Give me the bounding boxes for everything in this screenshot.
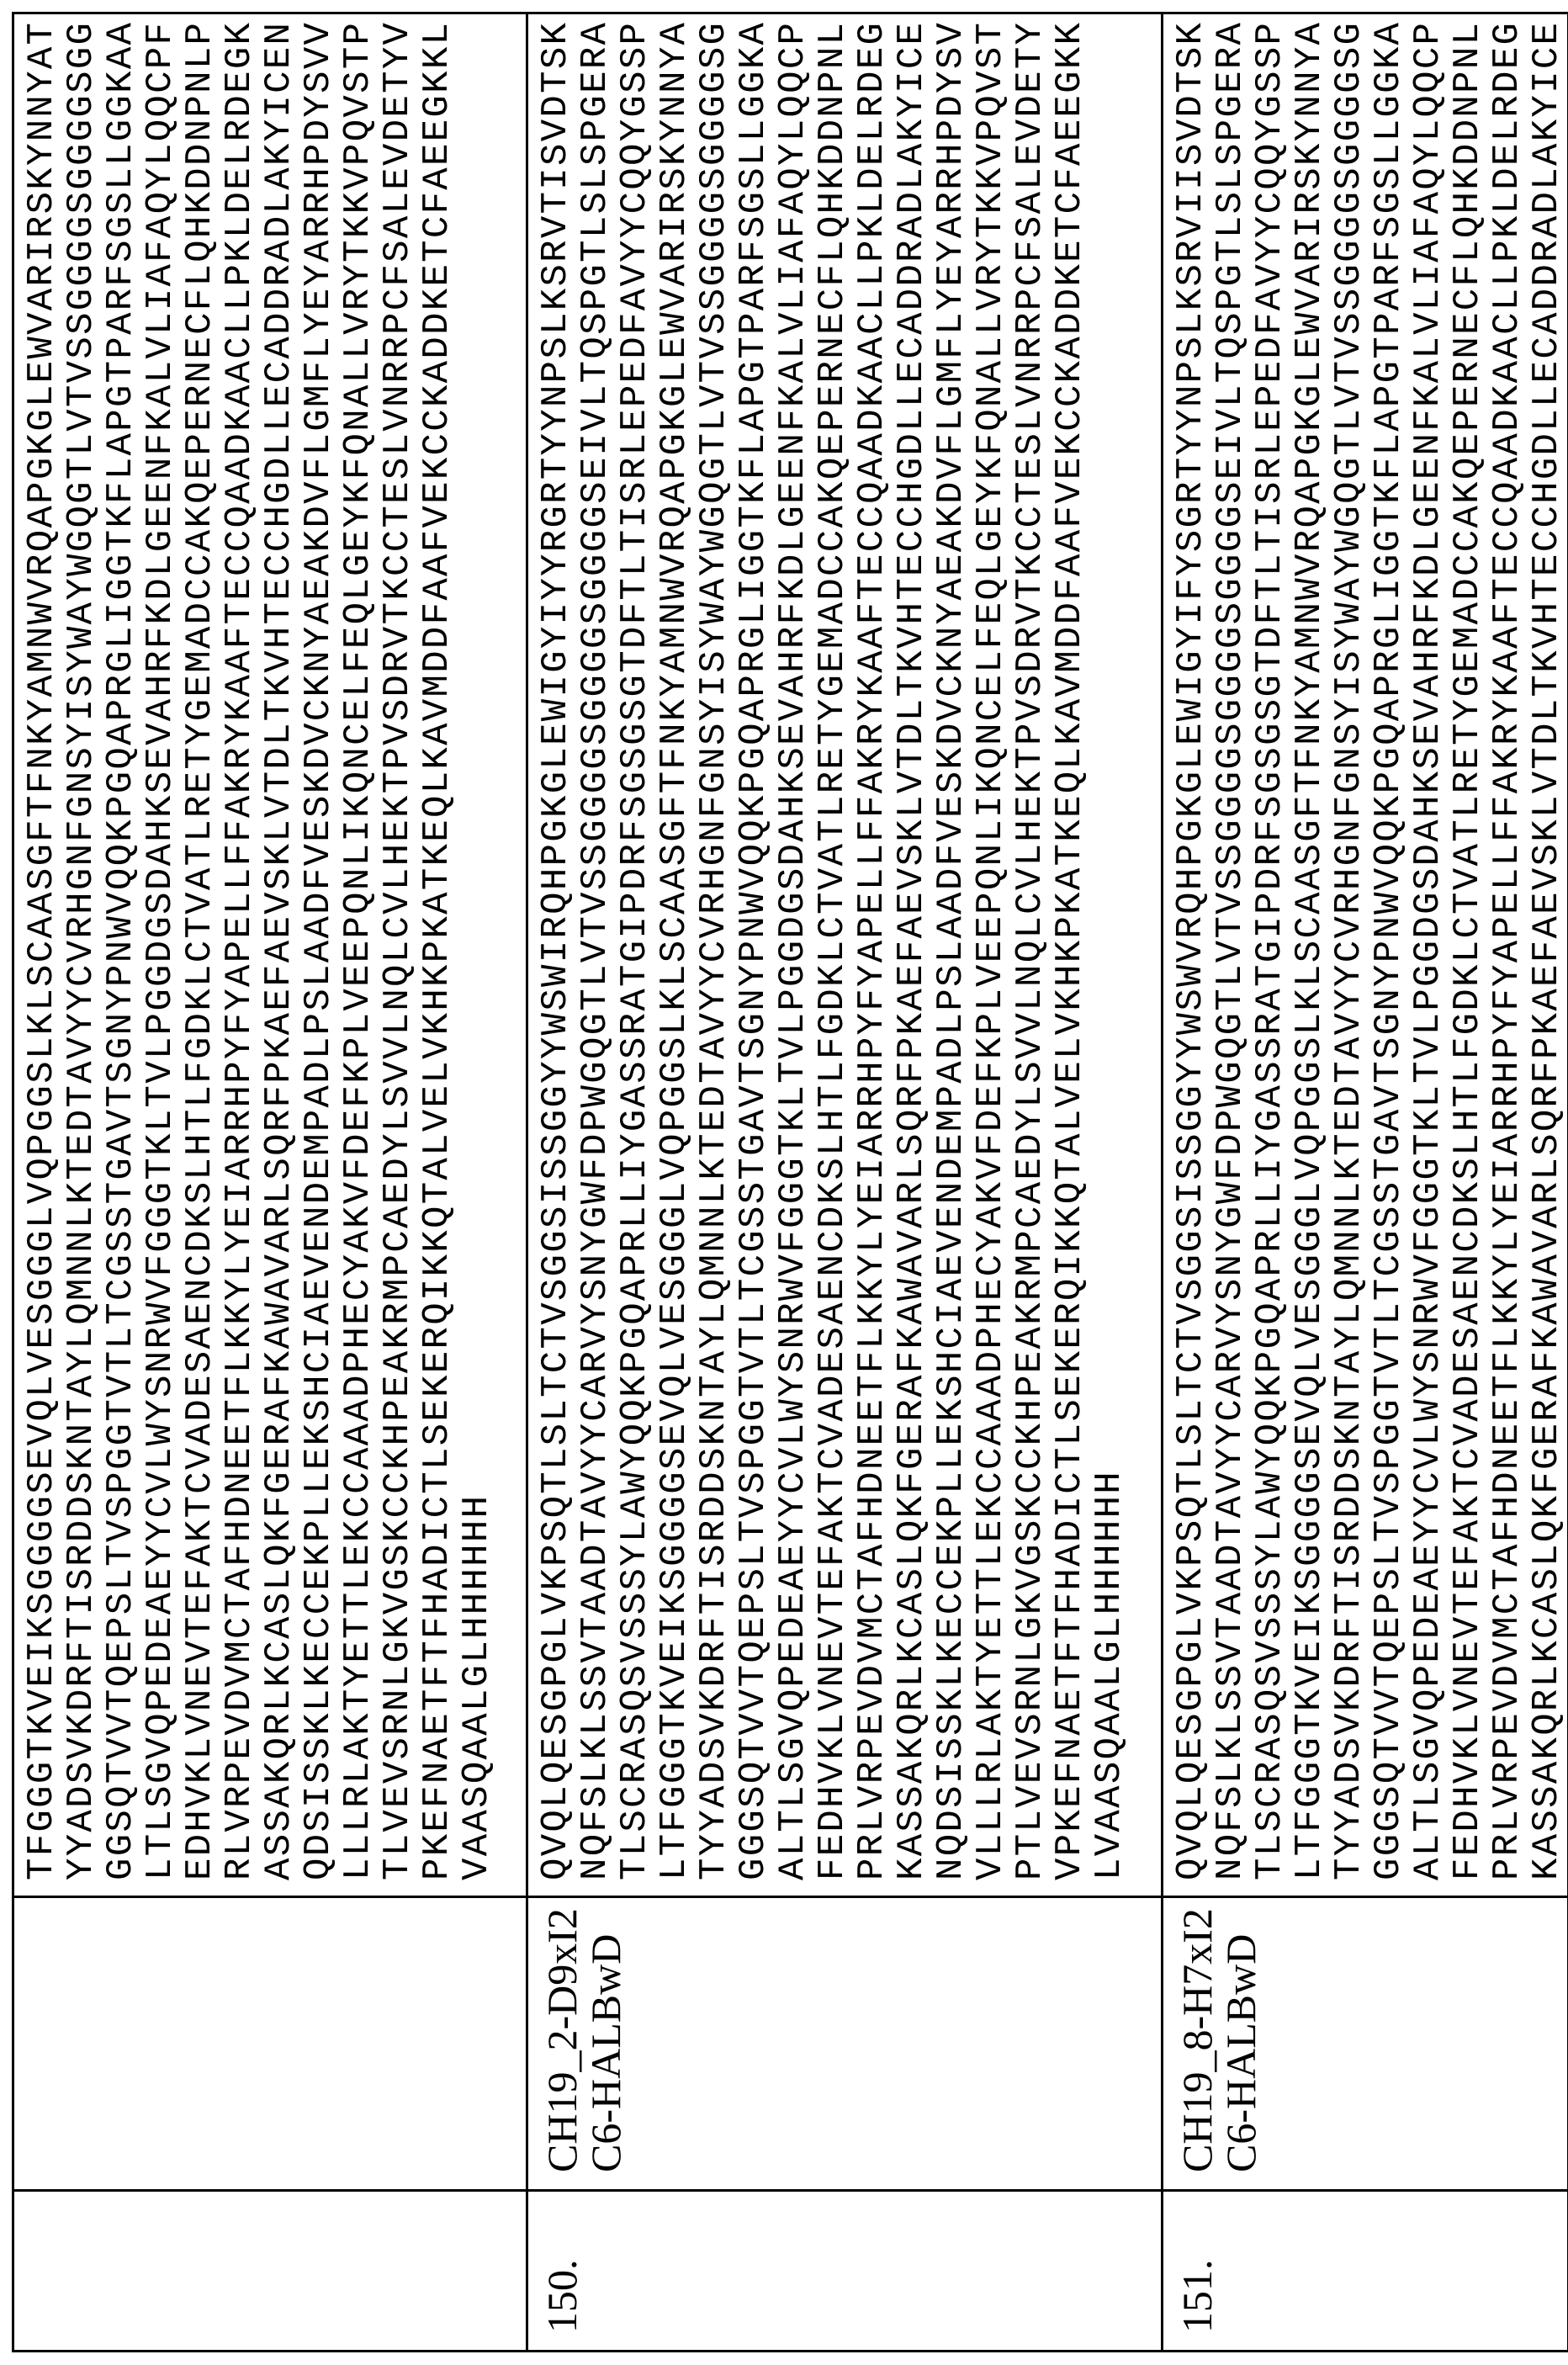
sequence-line: ALTLSGVQPEDEAEYYCVLWYSNRWVFGGGTKLTVLPGGDGSDAHKSEVAHRFKDLGEENFKALVLIAFAQYLQQCP	[774, 14, 813, 1880]
sequence-number-cell	[13, 2191, 527, 2352]
sequence-line: TFGGGTKVEIKSGGGGSEVQLVESGGGLVQPGGSLKLSCAASGFTFNKYAMNWVRQAPGKGLEWVARIRSKYNNYAT	[23, 14, 62, 1880]
rotated-document-page	[0, 0, 1568, 2365]
sequence-line: FEDHVKLVNEVTEFAKTCVADESAENCDKSLHTLFGDKLCTVATLRETYGEMADCCAKQEPERNECFLQHKDDNPNL	[1449, 14, 1488, 1880]
sequence-line: GGSQTVVTQEPSLTVSPGGTVTLTCGSSTGAVTSGNYPNWVQQKPGQAPRGLIGGTKFLAPGTPARFSGSLLGGKAA	[102, 14, 141, 1880]
construct-name: CH19_2-D9xI2C6-HALBwD	[528, 1898, 628, 2189]
sequence-line: LTLSGVQPEDEAEYYCVLWYSNRWVFGGGTKLTVLPGGDGSDAHKSEVAHRFKDLGEENFKALVLIAFAQYLQQCPF	[141, 14, 181, 1880]
sequence-line: RLVRPEVDVMCTAFHDNEETFLKKYLYEIARRHPYFYAPELLFFAKRYKAAFTECCQAADKAACLLPKLDELRDEGK	[220, 14, 260, 1880]
sequence-number-cell	[527, 2191, 1163, 2352]
sequence-line: TYYADSVKDRFTISRDDSKNTAYLQMNNLKTEDTAVYYCVRHGNFGNSYISYWAYWGQGTLVTVSSGGGGSGGGGSG	[1330, 14, 1369, 1880]
sequence-line: PRLVRPEVDVMCTAFHDNEETFLKKYLYEIARRHPYFYAPELLFFAKRYKAAFTECCQAADKAACLLPKLDELRDEG	[1488, 14, 1528, 1880]
sequence-text	[528, 14, 1130, 1896]
sequence-line: YYADSVKDRFTISRDDSKNTAYLQMNNLKTEDTAVYYCVRHGNFGNSYISYWAYWGQGTLVTVSSGGGGSGGGGSGG	[62, 14, 102, 1880]
sequence-line: NQDSISSKLKECCEKPLLEKSHCIAEVENDEMPADLPSLAADFVESKDVCKNYAEAKDVFLGMFLYEYARRHPDYSV	[932, 14, 972, 1880]
sequence-number: 151.	[1163, 2192, 1219, 2350]
sequence-number: 150.	[528, 2192, 584, 2350]
sequence-table	[12, 12, 1568, 2352]
sequence-line: GGGSQTVVTQEPSLTVSPGGTVTLTCGSSTGAVTSGNYPNWVQQKPGQAPRGLIGGTKFLAPGTPARFSGSLLGGKA	[1369, 14, 1409, 1880]
sequence-line: VAASQAALGLHHHHHH	[458, 14, 497, 1880]
sequence-line: LTFGGGTKVEIKSGGGGSEVQLVESGGGLVQPGGSLKLSCAASGFTFNKYAMNWVRQAPGKGLEWVARIRSKYNNYA	[655, 14, 695, 1880]
sequence-line: PRLVRPEVDVMCTAFHDNEETFLKKYLYEIARRHPYFYAPELLFFAKRYKAAFTECCQAADKAACLLPKLDELRDEG	[853, 14, 893, 1880]
sequence-line: QDSISSKLKECCEKPLLEKSHCIAEVENDEMPADLPSLAADFVESKDVCKNYAEAKDVFLGMFLYEYARRHPDYSVV	[299, 14, 339, 1880]
sequence-text	[14, 14, 497, 1896]
construct-name: CH19_8-H7xI2C6-HALBwD	[1163, 1898, 1263, 2189]
sequence-cell	[527, 13, 1163, 1897]
sequence-line: ASSAKQRLKCASLQKFGERAFKAWAVARLSQRFPKAEFAEVSKLVTDLTKVHTECCHGDLLECADDRADLAKYICEN	[260, 14, 299, 1880]
construct-name-cell	[527, 1897, 1163, 2191]
sequence-line: PTLVEVSRNLGKVGSKCCKHPEAKRMPCAEDYLSVVLNQLCVLHEKTPVSDRVTKCCTESLVNRRPCFSALEVDETY	[1011, 14, 1051, 1880]
construct-name-cell	[13, 1897, 527, 2191]
sequence-number-cell	[1163, 2191, 1568, 2352]
sequence-line: QVQLQESGPGLVKPSQTLSLTCTVSGGSISSGGYYWSWIRQHPGKGLEWIGYIYYRGRTYYNPSLKSRVTISVDTSK	[537, 14, 576, 1880]
sequence-line: PKEFNAETFTFHADICTLSEKERQIKKQTALVELVKHKPKATKEQLKAVMDDFAAFVEKCCKADDKETCFAEEGKKL	[418, 14, 458, 1880]
table-row	[527, 13, 1163, 2352]
sequence-line: FEDHVKLVNEVTEFAKTCVADESAENCDKSLHTLFGDKLCTVATLRETYGEMADCCAKQEPERNECFLQHKDDNPNL	[813, 14, 853, 1880]
sequence-line: EDHVKLVNEVTEFAKTCVADESAENCDKSLHTLFGDKLCTVATLRETYGEMADCCAKQEPERNECFLQHKDDNPNLP	[181, 14, 220, 1880]
sequence-line: LLLRLAKTYETTLEKCCAAADPHECYAKVFDEFKPLVEEPQNLIKQNCELFEQLGEYKFQNALLVRYTKKVPQVSTP	[339, 14, 379, 1880]
table-row	[1163, 13, 1568, 2352]
sequence-line: TLVEVSRNLGKVGSKCCKHPEAKRMPCAEDYLSVVLNQLCVLHEKTPVSDRVTKCCTESLVNRRPCFSALEVDETYV	[379, 14, 418, 1880]
sequence-line: TYYADSVKDRFTISRDDSKNTAYLQMNNLKTEDTAVYYCVRHGNFGNSYISYWAYWGQGTLVTVSSGGGGSGGGGSG	[695, 14, 734, 1880]
sequence-line: VPKEFNAETFTFHADICTLSEKERQIKKQTALVELVKHKPKATKEQLKAVMDDFAAFVEKCCKADDKETCFAEEGKK	[1051, 14, 1090, 1880]
sequence-line: NQFSLKLSSVTAADTAVYYCARVYSNYGWFDPWGQGTLVTVSSGGGGSGGGGSGGGGSEIVLTQSPGTLSLSPGERA	[1211, 14, 1251, 1880]
sequence-text	[1163, 14, 1567, 1896]
sequence-line: LVAASQAALGLHHHHHH	[1090, 14, 1130, 1880]
sequence-line: VLLLRLAKTYETTLEKCCAAADPHECYAKVFDEFKPLVEEPQNLIKQNCELFEQLGEYKFQNALLVRYTKKVPQVST	[972, 14, 1011, 1880]
sequence-line: KASSAKQRLKCASLQKFGERAFKAWAVARLSQRFPKAEFAEVSKLVTDLTKVHTECCHGDLLECADDRADLAKYICE	[893, 14, 932, 1880]
sequence-line: LTFGGGTKVEIKSGGGGSEVQLVESGGGLVQPGGSLKLSCAASGFTFNKYAMNWVRQAPGKGLEWVARIRSKYNNYA	[1290, 14, 1330, 1880]
table-row	[13, 13, 527, 2352]
sequence-line: NQFSLKLSSVTAADTAVYYCARVYSNYGWFDPWGQGTLVTVSSGGGGSGGGGSGGGGSEIVLTQSPGTLSLSPGERA	[576, 14, 616, 1880]
sequence-line: QVQLQESGPGLVKPSQTLSLTCTVSGGSISSGGYYWSWVRQHPGKGLEWIGYIFYSGRTYYNPSLKSRVIISVDTSK	[1172, 14, 1211, 1880]
sequence-cell	[1163, 13, 1568, 1897]
sequence-line: ALTLSGVQPEDEAEYYCVLWYSNRWVFGGGTKLTVLPGGDGSDAHKSEVAHRFKDLGEENFKALVLIAFAQYLQQCP	[1409, 14, 1449, 1880]
sequence-number	[14, 2192, 26, 2350]
sequence-line: TLSCRASQSVSSSYLAWYQQKPGQAPRLLIYGASSRATGIPDRFSGSGSGTDFTLTISRLEPEDFAVYYCQQYGSSP	[616, 14, 655, 1880]
construct-name	[14, 1898, 26, 2189]
construct-name-cell	[1163, 1897, 1568, 2191]
sequence-line: GGGSQTVVTQEPSLTVSPGGTVTLTCGSSTGAVTSGNYPNWVQQKPGQAPRGLIGGTKFLAPGTPARFSGSLLGGKA	[734, 14, 774, 1880]
sequence-line: KASSAKQRLKCASLQKFGERAFKAWAVARLSQRFPKAEFAEVSKLVTDLTKVHTECCHGDLLECADDRADLAKYICE	[1528, 14, 1567, 1880]
sequence-cell	[13, 13, 527, 1897]
sequence-line: TLSCRASQSVSSSYLAWYQQKPGQAPRLLIYGASSRATGIPDRFSGSGSGTDFTLTISRLEPEDFAVYYCQQYGSSP	[1251, 14, 1290, 1880]
